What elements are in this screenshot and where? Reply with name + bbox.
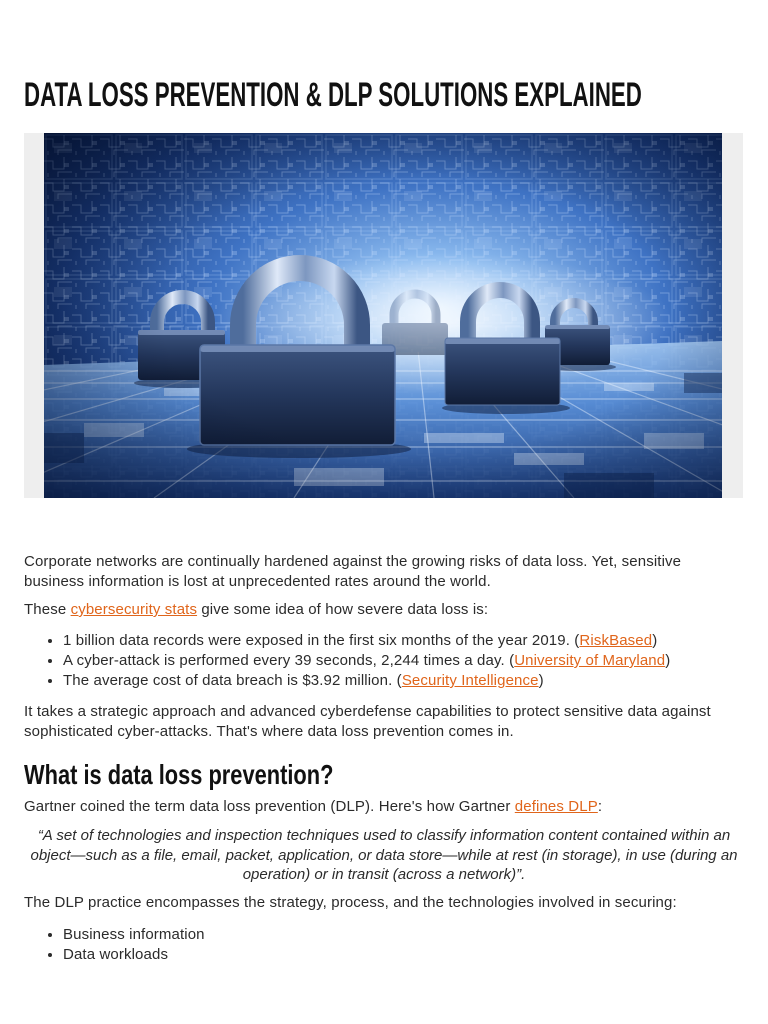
stats-intro-text-end: give some idea of how severe data loss is:: [197, 601, 489, 618]
gartner-intro-text: Gartner coined the term data loss prevention (DLP). Here's how Gartner: [24, 798, 515, 815]
security-intelligence-link[interactable]: Security Intelligence: [401, 672, 539, 689]
stats-intro-paragraph: [24, 600, 744, 620]
stats-list: [24, 631, 744, 691]
stat-text: A cyber-attack is performed every 39 seconds, 2,244 times a day. (: [63, 652, 515, 669]
hero-image-frame: [24, 133, 743, 498]
practice-item: • Business information: [63, 925, 744, 945]
hero-image: [44, 133, 722, 498]
practice-item: • Data workloads: [63, 945, 744, 965]
article-title: DATA LOSS PREVENTION & DLP SOLUTIONS EXPLAINED: [24, 78, 642, 114]
intro-paragraph: Corporate networks are continually hardened against the growing risks of data loss. Yet, sensitive business information is lost at unprecedented rates around the world.: [24, 553, 682, 590]
gartner-intro-paragraph: [24, 797, 744, 817]
cybersecurity-stats-link[interactable]: cybersecurity stats: [70, 601, 198, 618]
gartner-quote: “A set of technologies and inspection techniques used to classify information content contained within an object—such as a file, email, packet, application, or data store—while at rest (in storage), in use (during an operation) or in transit (across a network)”.: [30, 827, 738, 884]
stat-text-end: ): [652, 632, 658, 649]
stat-text: 1 billion data records were exposed in the first six months of the year 2019. (: [63, 632, 580, 649]
stat-text-end: ): [665, 652, 671, 669]
stat-item: [63, 651, 744, 671]
gartner-intro-text-end: :: [597, 798, 603, 815]
stat-text-end: ): [538, 672, 544, 689]
practice-paragraph: The DLP practice encompasses the strategy, process, and the technologies involved in securing:: [24, 894, 677, 911]
stat-text: The average cost of data breach is $3.92 million. (: [63, 672, 402, 689]
article-title-wrapper: [24, 78, 744, 116]
defines-dlp-link[interactable]: defines DLP: [514, 798, 598, 815]
stat-item: [63, 631, 744, 651]
image-vignette: [44, 133, 722, 498]
strategy-paragraph: It takes a strategic approach and advanced cyberdefense capabilities to protect sensitive data against sophisticated cyber-attacks. That's where data loss prevention comes in.: [24, 703, 711, 740]
section-heading-wrapper: [24, 760, 744, 794]
section-heading: What is data loss prevention?: [24, 760, 334, 790]
riskbased-link[interactable]: RiskBased: [579, 632, 653, 649]
stats-intro-text: These: [24, 601, 71, 618]
practice-list: [24, 925, 744, 965]
university-of-maryland-link[interactable]: University of Maryland: [514, 652, 666, 669]
stat-item: [63, 671, 744, 691]
